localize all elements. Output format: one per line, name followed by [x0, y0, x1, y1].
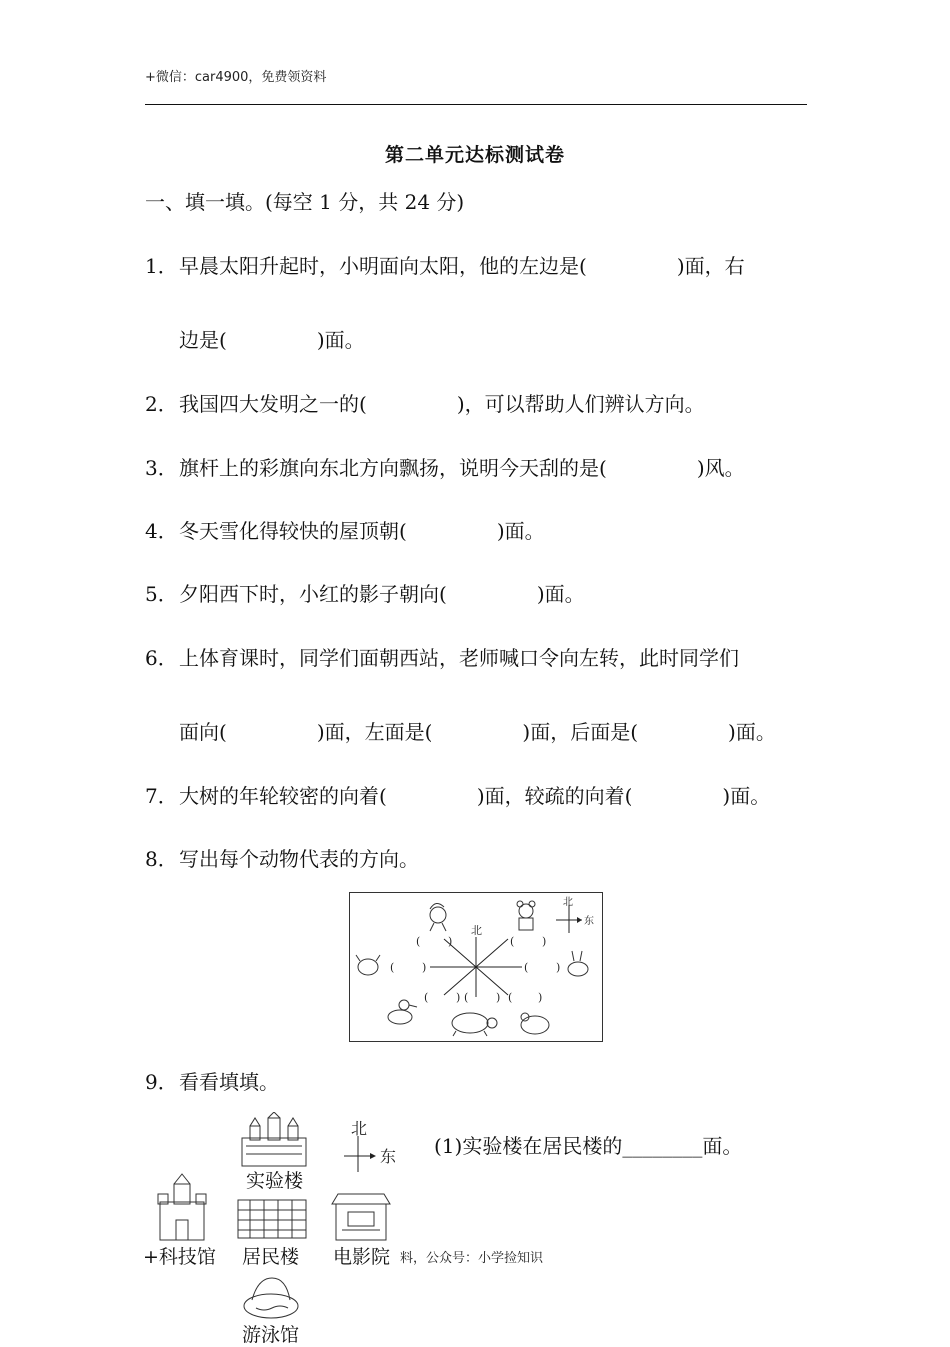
question-6: [145, 642, 739, 671]
science-museum-label: +科技馆: [143, 1246, 216, 1268]
question-9-sub-1: (1)实验楼在居民楼的________面。: [434, 1134, 743, 1158]
rooster-icon: [430, 903, 446, 931]
question-text: )面。: [722, 784, 771, 808]
paren-open: (: [424, 991, 429, 1004]
question-text: 大树的年轮较密的向着(: [179, 784, 387, 808]
page-title: 第二单元达标测试卷: [384, 144, 565, 166]
center-north-label: 北: [471, 924, 482, 937]
question-text: )，可以帮助人们辨认方向。: [456, 392, 705, 416]
question-text: 看看填填。: [179, 1070, 279, 1094]
question-number: 3．: [145, 456, 178, 480]
question-text: )面，后面是(: [522, 720, 639, 744]
paren-close: ): [496, 991, 501, 1004]
header-rule: [145, 104, 807, 105]
question-text: 我国四大发明之一的(: [179, 392, 367, 416]
question-text: )面，右: [676, 254, 745, 278]
section-heading: 一、填一填。(每空 1 分，共 24 分): [145, 190, 465, 214]
question-9: [145, 1066, 279, 1095]
paren-open: (: [416, 935, 421, 948]
question-1: [145, 250, 745, 279]
question-text: )面。: [496, 519, 545, 543]
question-text: 夕阳西下时，小红的影子朝向(: [179, 582, 447, 606]
eight-direction-lines: [430, 937, 522, 997]
swimming-pool-icon: [240, 1270, 302, 1322]
question-text: )面。: [536, 582, 585, 606]
question-number: 9．: [145, 1070, 178, 1094]
question-text: 边是(: [179, 328, 227, 352]
paren-open: (: [508, 991, 513, 1004]
science-museum-icon: [154, 1172, 210, 1242]
question-number: 4．: [145, 519, 178, 543]
lab-building-label: 实验楼: [246, 1170, 304, 1192]
header-note: +微信：car4900，免费领资料: [145, 70, 327, 85]
footer-note: 料，公众号：小学捡知识: [400, 1251, 544, 1266]
duck-icon: [388, 1000, 417, 1024]
cinema-label: 电影院: [333, 1246, 391, 1268]
q9-compass-north: 北: [351, 1119, 368, 1138]
rabbit-icon: [568, 951, 588, 976]
cinema-icon: [330, 1190, 392, 1242]
q9-compass-east: 东: [380, 1147, 397, 1166]
question-text: 早晨太阳升起时，小明面向太阳，他的左边是(: [179, 254, 587, 278]
turtle-icon: [452, 1013, 497, 1036]
question-3: [145, 452, 745, 481]
compass-east-label: 东: [584, 916, 594, 927]
paren-open: (: [510, 935, 515, 948]
question-text: 写出每个动物代表的方向。: [179, 847, 419, 871]
question-number: 7．: [145, 784, 178, 808]
paren-open: (: [464, 991, 469, 1004]
question-number: 6．: [145, 646, 178, 670]
compass-north-label: 北: [563, 897, 573, 908]
question-text: 面向(: [179, 720, 227, 744]
lab-building-icon: [236, 1112, 312, 1168]
question-text: )风。: [696, 456, 745, 480]
animal-direction-figure: [349, 892, 603, 1042]
question-4: [145, 515, 545, 544]
question-8: [145, 843, 419, 872]
question-text: 上体育课时，同学们面朝西站，老师喊口令向左转，此时同学们: [179, 646, 739, 670]
question-text: 冬天雪化得较快的屋顶朝(: [179, 519, 407, 543]
question-text: )面，左面是(: [316, 720, 433, 744]
question-number: 1．: [145, 254, 178, 278]
swimming-pool-label: 游泳馆: [242, 1324, 300, 1346]
paren-close: ): [538, 991, 543, 1004]
q9-compass-icon: [340, 1118, 404, 1176]
paren-open: (: [390, 961, 395, 974]
paren-close: ): [422, 961, 427, 974]
question-2: [145, 388, 705, 417]
question-text: )面，较疏的向着(: [476, 784, 633, 808]
question-number: 5．: [145, 582, 178, 606]
residence-building-icon: [236, 1194, 308, 1240]
question-5: [145, 578, 585, 607]
question-text: )面。: [316, 328, 365, 352]
question-6-cont: [179, 716, 776, 745]
pig-icon: [521, 1013, 549, 1034]
paren-close: ): [456, 991, 461, 1004]
question-number: 8．: [145, 847, 178, 871]
dog-icon: [356, 955, 380, 975]
residence-building-label: 居民楼: [242, 1246, 300, 1268]
question-number: 2．: [145, 392, 178, 416]
paren-close: ): [448, 935, 453, 948]
paren-close: ): [556, 961, 561, 974]
question-text: 旗杆上的彩旗向东北方向飘扬，说明今天刮的是(: [179, 456, 607, 480]
mouse-icon: [517, 901, 535, 930]
answer-parens: [390, 935, 560, 1004]
paren-open: (: [524, 961, 529, 974]
paren-close: ): [542, 935, 547, 948]
question-7: [145, 780, 770, 809]
question-text: )面。: [728, 720, 776, 744]
compass-icon: [556, 896, 594, 933]
question-1-cont: [179, 324, 365, 353]
direction-diagram: [350, 893, 602, 1041]
